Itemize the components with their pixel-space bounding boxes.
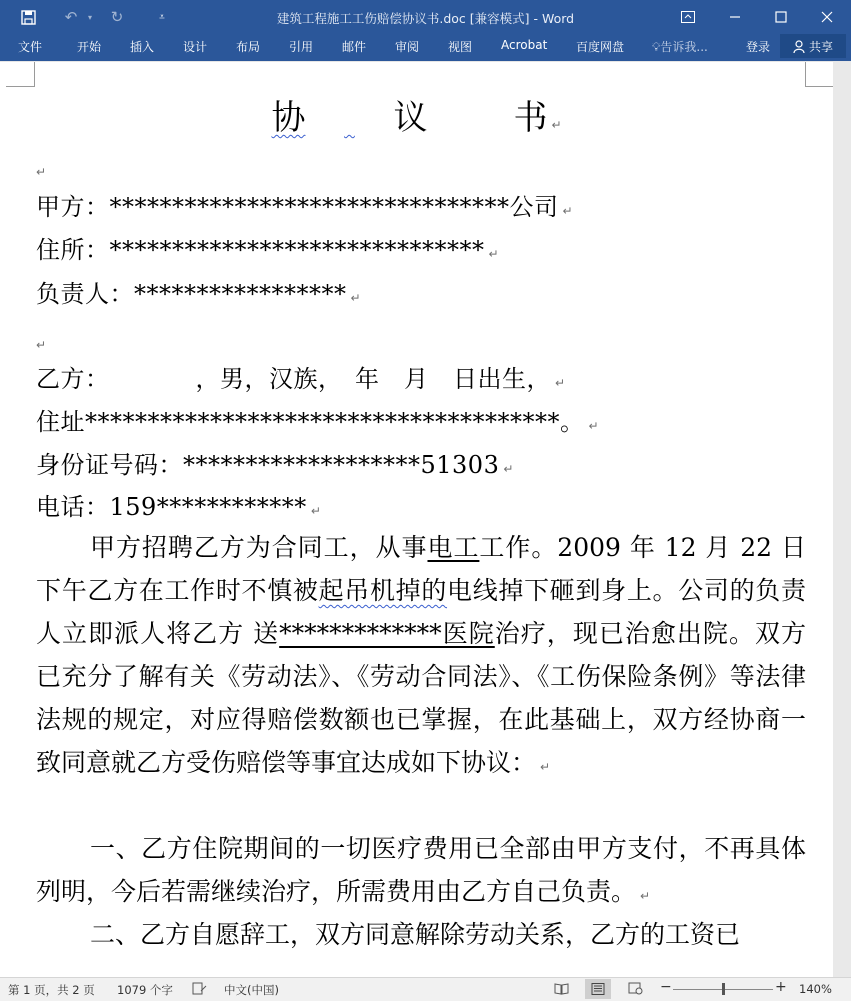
document-page[interactable]: 协 议 书 ↵ ↵ 甲方：********************************公司 ↵ 住所：****************************** ↵ 负责人：***************** ↵ ↵ 乙方： ，男，汉族， 年 月 日出生， ↵ 住址**************************************。 ↵ 身份证号码：*******************51303 ↵ 电话：159************ ↵ 甲方招聘乙方为合同工，从事电工工作。2009 年 12 月 22 日下午乙方在工作时不慎被起吊机掉的电线掉下砸到身上。公司的负责人立即派人将乙方 送*************医院治疗，现已治愈出院。双方已充分了解有关《劳动法》、《劳动合同法》、《工伤保险条例》等法律法规的规定，对应得赔偿数额也已掌握，在此基础上，双方经协商一致同意就乙方受伤赔偿等事宜达成如下协议： ↵ 一、乙方住院期间的一切医疗费用已全部由甲方支付，不再具体列明，今后若需继续治疗，所需费用由乙方自己负责。 ↵ 二、乙方自愿辞工，双方同意解除劳动关系，乙方的工资已: [0, 62, 833, 977]
vertical-scrollbar[interactable]: [833, 62, 851, 977]
word-count[interactable]: 1079 个字: [117, 983, 173, 997]
status-bar: [0, 977, 851, 1001]
web-layout-icon[interactable]: [628, 982, 643, 999]
lightbulb-icon: 💡︎: [652, 40, 661, 54]
person-in-charge-line: 负责人：***************** ↵: [36, 280, 362, 308]
tab-layout[interactable]: 布局: [236, 40, 261, 54]
tab-insert[interactable]: 插入: [130, 40, 155, 54]
ribbon-tabs: [0, 34, 851, 61]
print-layout-icon[interactable]: [585, 979, 611, 999]
document-title: 建筑工程施工工伤赔偿协议书.doc [兼容模式] - Word: [276, 11, 575, 26]
party-a-line: 甲方：********************************公司 ↵: [36, 193, 574, 221]
paragraph-incident: 甲方招聘乙方为合同工，从事电工工作。2009 年 12 月 22 日下午乙方在工作时不慎被起吊机掉的电线掉下砸到身上。公司的负责人立即派人将乙方 送*************医院治疗，现已治愈出院。双方已充分了解有关《劳动法》、《劳动合同法》、《工伤保险条例》等法律法规的规定，对应得赔偿数额也已掌握，在此基础上，双方经协商一致同意就乙方受伤赔偿等事宜达成如下协议： ↵: [36, 533, 806, 777]
page-count[interactable]: 第 1 页，共 2 页: [8, 983, 95, 997]
undo-dropdown-icon[interactable]: ▾: [87, 12, 92, 22]
zoom-out-button[interactable]: −: [660, 979, 672, 995]
tab-design[interactable]: 设计: [183, 40, 208, 54]
tab-acrobat[interactable]: Acrobat: [501, 38, 548, 52]
zoom-slider-thumb[interactable]: [722, 983, 725, 995]
proofing-icon[interactable]: [192, 982, 207, 999]
read-mode-icon[interactable]: [554, 982, 569, 999]
share-label: 共享: [808, 39, 833, 54]
heading-char: 协: [271, 98, 306, 138]
undo-icon[interactable]: ↶: [64, 8, 78, 26]
language-indicator[interactable]: 中文(中国): [224, 983, 279, 997]
document-heading: 协 议 书 ↵: [0, 90, 833, 139]
minimize-icon[interactable]: [716, 0, 754, 34]
share-button[interactable]: [780, 34, 846, 58]
phone-line: 电话：159************ ↵: [36, 493, 322, 521]
heading-char: 书: [513, 98, 548, 138]
title-bar: [0, 0, 851, 34]
person-icon: [793, 40, 806, 53]
margin-corner-mark: [805, 62, 833, 87]
address-a-line: 住所：****************************** ↵: [36, 236, 500, 264]
tab-mailings[interactable]: 邮件: [342, 40, 367, 54]
maximize-icon[interactable]: [762, 0, 800, 34]
zoom-level[interactable]: 140%: [799, 982, 832, 996]
id-number-line: 身份证号码：*******************51303 ↵: [36, 451, 514, 479]
paragraph-item-2: 二、乙方自愿辞工，双方同意解除劳动关系，乙方的工资已: [90, 920, 741, 949]
tab-review[interactable]: 审阅: [395, 40, 420, 54]
sign-in-link[interactable]: 登录: [746, 40, 771, 54]
paragraph-item-1: 一、乙方住院期间的一切医疗费用已全部由甲方支付，不再具体列明，今后若需继续治疗，所需费用由乙方自己负责。 ↵: [36, 834, 806, 906]
tab-home[interactable]: 开始: [77, 40, 102, 54]
tell-me-label: 告诉我...: [660, 40, 708, 54]
tab-view[interactable]: 视图: [448, 40, 473, 54]
tab-file[interactable]: 文件: [18, 40, 43, 54]
ribbon-display-options-icon[interactable]: [672, 0, 704, 34]
customize-toolbar-icon[interactable]: ⩡: [159, 11, 165, 23]
heading-gap: [305, 98, 393, 138]
margin-corner-mark: [6, 62, 35, 87]
party-b-line: 乙方： ，男，汉族， 年 月 日出生， ↵: [36, 365, 566, 393]
address-b-line: 住址**************************************。 ↵: [36, 408, 600, 436]
redo-icon[interactable]: ↻: [110, 8, 124, 26]
tell-me-box[interactable]: [652, 38, 708, 55]
zoom-in-button[interactable]: +: [775, 979, 787, 995]
tab-references[interactable]: 引用: [289, 40, 314, 54]
close-icon[interactable]: [808, 0, 846, 34]
tab-baidu-netdisk[interactable]: 百度网盘: [576, 40, 625, 54]
heading-char: 议: [393, 98, 428, 138]
